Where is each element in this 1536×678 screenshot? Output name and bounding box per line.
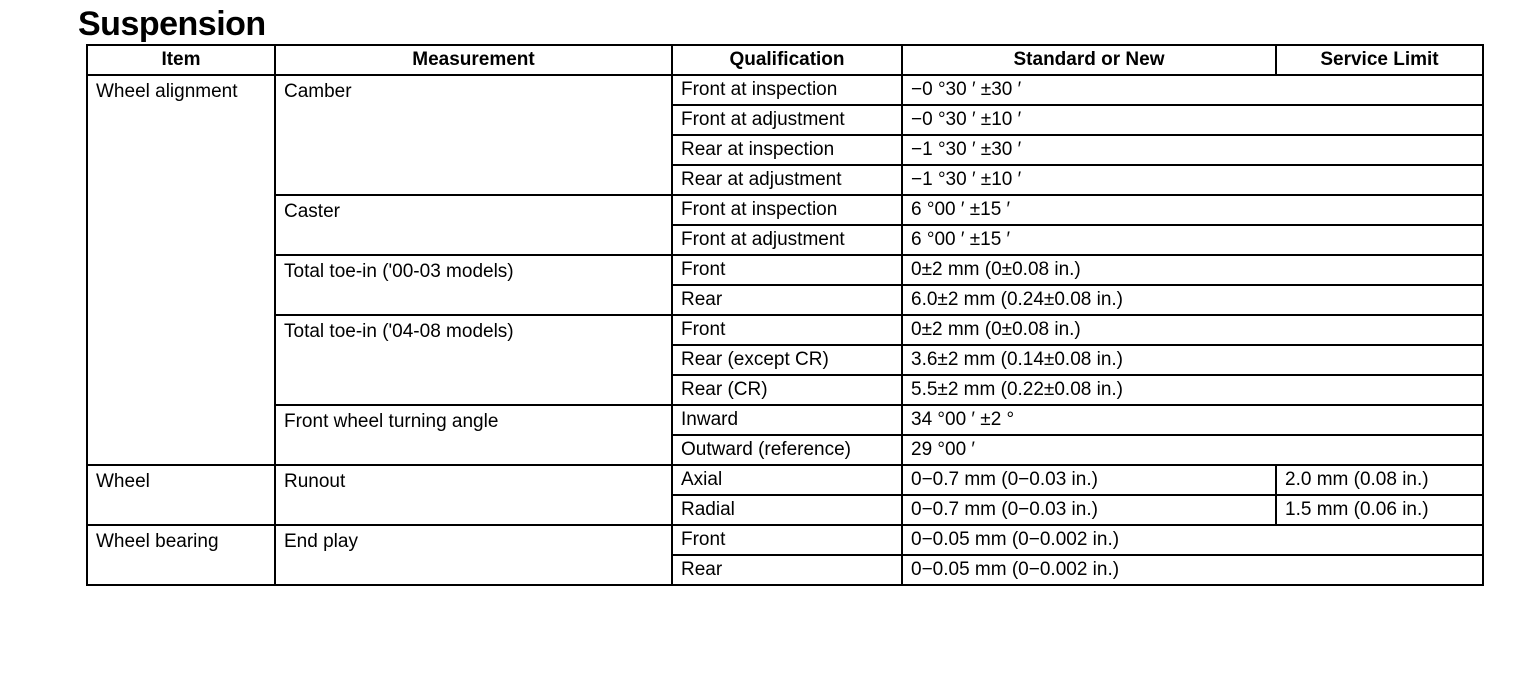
qualification-cell: Front at adjustment <box>672 105 902 135</box>
measurement-cell: Caster <box>275 195 672 255</box>
qualification-cell: Front <box>672 255 902 285</box>
qualification-cell: Front <box>672 525 902 555</box>
item-cell: Wheel alignment <box>87 75 275 465</box>
qualification-cell: Outward (reference) <box>672 435 902 465</box>
table-row <box>87 315 1483 345</box>
standard-cell: −0 °30 ′ ±30 ′ <box>902 75 1483 105</box>
table-header-row <box>87 45 1483 75</box>
qualification-cell: Rear <box>672 285 902 315</box>
standard-cell: 29 °00 ′ <box>902 435 1483 465</box>
qualification-cell: Front <box>672 315 902 345</box>
table-row <box>87 405 1483 435</box>
standard-cell: 0−0.7 mm (0−0.03 in.) <box>902 465 1276 495</box>
standard-cell: 34 °00 ′ ±2 ° <box>902 405 1483 435</box>
qualification-cell: Front at adjustment <box>672 225 902 255</box>
qualification-cell: Axial <box>672 465 902 495</box>
measurement-cell: Total toe-in ('04-08 models) <box>275 315 672 405</box>
standard-cell: 6 °00 ′ ±15 ′ <box>902 225 1483 255</box>
standard-cell: 3.6±2 mm (0.14±0.08 in.) <box>902 345 1483 375</box>
standard-cell: 0−0.05 mm (0−0.002 in.) <box>902 525 1483 555</box>
standard-cell: 6.0±2 mm (0.24±0.08 in.) <box>902 285 1483 315</box>
measurement-cell: Front wheel turning angle <box>275 405 672 465</box>
standard-cell: 6 °00 ′ ±15 ′ <box>902 195 1483 225</box>
header-item: Item <box>87 45 275 75</box>
standard-cell: 0−0.05 mm (0−0.002 in.) <box>902 555 1483 585</box>
table-row <box>87 195 1483 225</box>
measurement-cell: Camber <box>275 75 672 195</box>
standard-cell: −1 °30 ′ ±30 ′ <box>902 135 1483 165</box>
header-measurement: Measurement <box>275 45 672 75</box>
item-cell: Wheel <box>87 465 275 525</box>
suspension-spec-table <box>86 44 1484 586</box>
measurement-cell: Total toe-in ('00-03 models) <box>275 255 672 315</box>
standard-cell: 0−0.7 mm (0−0.03 in.) <box>902 495 1276 525</box>
service-limit-cell: 2.0 mm (0.08 in.) <box>1276 465 1483 495</box>
qualification-cell: Front at inspection <box>672 75 902 105</box>
page-title: Suspension <box>78 5 266 43</box>
qualification-cell: Rear at adjustment <box>672 165 902 195</box>
standard-cell: −0 °30 ′ ±10 ′ <box>902 105 1483 135</box>
table-row <box>87 255 1483 285</box>
header-standard: Standard or New <box>902 45 1276 75</box>
qualification-cell: Rear (CR) <box>672 375 902 405</box>
measurement-cell: End play <box>275 525 672 585</box>
qualification-cell: Rear (except CR) <box>672 345 902 375</box>
measurement-cell: Runout <box>275 465 672 525</box>
qualification-cell: Inward <box>672 405 902 435</box>
qualification-cell: Front at inspection <box>672 195 902 225</box>
header-service-limit: Service Limit <box>1276 45 1483 75</box>
qualification-cell: Radial <box>672 495 902 525</box>
table-row <box>87 75 1483 105</box>
item-cell: Wheel bearing <box>87 525 275 585</box>
qualification-cell: Rear <box>672 555 902 585</box>
qualification-cell: Rear at inspection <box>672 135 902 165</box>
standard-cell: 5.5±2 mm (0.22±0.08 in.) <box>902 375 1483 405</box>
standard-cell: 0±2 mm (0±0.08 in.) <box>902 255 1483 285</box>
table-row <box>87 525 1483 555</box>
header-qualification: Qualification <box>672 45 902 75</box>
standard-cell: 0±2 mm (0±0.08 in.) <box>902 315 1483 345</box>
standard-cell: −1 °30 ′ ±10 ′ <box>902 165 1483 195</box>
table-row <box>87 465 1483 495</box>
service-limit-cell: 1.5 mm (0.06 in.) <box>1276 495 1483 525</box>
